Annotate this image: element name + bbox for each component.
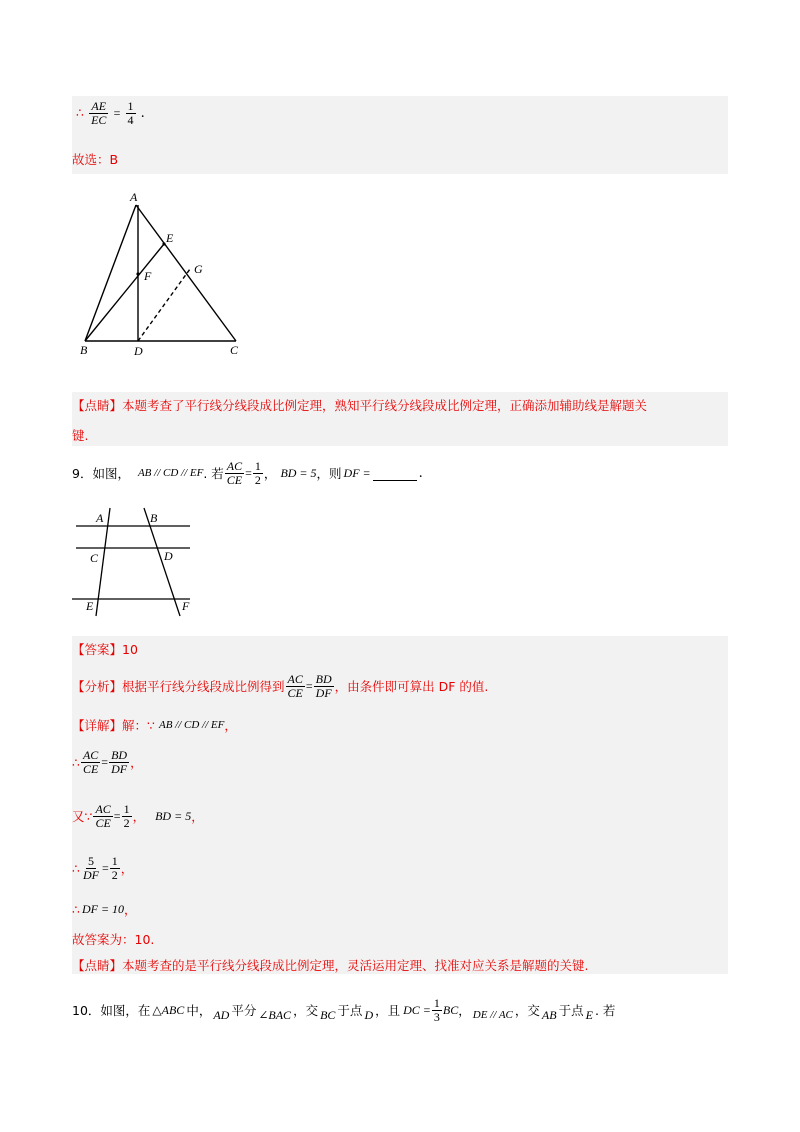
label-d2: D [164,549,173,563]
comment-block-q8 [72,392,728,446]
label-c2: C [90,551,99,565]
point-f [136,272,139,275]
analysis-line: 【分析】 根据平行线分线段成比例得到 $\frac{AC}{CE}$ = $\frac{BD}{DF}$ ，由条件即可算出 DF 的值. [72,671,489,700]
parallel-lines-diagram [72,502,202,620]
label-a2: A [96,511,104,525]
label-d: D [134,344,143,358]
answer-line: 【答案】10 [72,642,138,657]
label-a: A [130,190,138,204]
parallel-lines-figure [72,502,202,620]
label-b: B [80,343,88,357]
fraction-bd-df-2: $\frac{BD}{DF}$ [111,747,128,776]
fraction-5-df: $\frac{5}{DF}$ [82,853,99,882]
fraction-one-quarter: $\frac{1}{4}$ [127,99,134,127]
fraction-ac-ce-4: $\frac{AC}{CE}$ [95,801,111,830]
answer-blank[interactable] [373,466,417,481]
segment-ab [85,205,136,341]
fraction-one-third: $\frac{1}{3}$ [433,995,440,1024]
label-e: E [166,231,174,245]
comment-line-1: 【点睛】本题考查了平行线分线段成比例定理，熟知平行线分线段成比例定理，正确添加辅助线是解题关 [72,398,648,413]
label-c: C [230,343,239,357]
label-b2: B [150,511,158,525]
question-9-stem: 9．如图， AB // CD // EF . 若 $\frac{AC}{CE}$ = $\frac{1}{2}$ ， BD = 5 ，则 DF = . [72,458,423,487]
fraction-half-2: $\frac{1}{2}$ [123,801,130,830]
step-4: ∴ DF = 10 ， [72,901,137,917]
comment-line-q9: 【点睛】本题考查的是平行线分线段成比例定理，灵活运用定理、找准对应关系是解题的关键. [72,958,589,973]
solution-block-q8-end [72,96,728,174]
step-1: ∴ $\frac{AC}{CE}$ = $\frac{BD}{DF}$ ， [72,747,143,776]
comment-line-2: 键. [72,428,89,443]
label-g: G [194,262,203,276]
conclusion-line: ∴ $\frac{AE}{EC}$ = $\frac{1}{4}$ . [76,99,145,127]
step-3: ∴ $\frac{5}{DF}$ = $\frac{1}{2}$ ， [72,853,134,882]
fraction-half: $\frac{1}{2}$ [254,458,261,487]
fraction-ac-ce-2: $\frac{AC}{CE}$ [287,671,303,700]
triangle-diagram [72,176,252,370]
fraction-ac-ce-3: $\frac{AC}{CE}$ [82,747,99,776]
step-2: 又∵ $\frac{AC}{CE}$ = $\frac{1}{2}$ ， BD = 5 ， [72,801,204,830]
fraction-ae-ec: $\frac{AE}{EC}$ [91,99,107,127]
choice-line: 故选：B [72,152,119,167]
segment-be [85,244,164,341]
detail-line: 【详解】 解：∵ AB // CD // EF ， [72,718,237,733]
triangle-figure [72,176,252,370]
fraction-bd-df: $\frac{BD}{DF}$ [315,671,332,700]
final-answer-line: 故答案为：10. [72,932,155,947]
question-10-stem: 10．如图，在 △ABC 中， AD 平分 ∠BAC ，交 BC 于点 D ，且 DC = $\frac{1}{3}$ BC ， DE // AC ，交 AB 于点 E . 若 [72,995,616,1024]
fraction-half-3: $\frac{1}{2}$ [111,853,118,882]
label-f: F [144,269,152,283]
label-e2: E [86,599,94,613]
label-f2: F [182,599,190,613]
solution-block-q9 [72,636,728,974]
fraction-ac-ce: $\frac{AC}{CE}$ [226,458,243,487]
